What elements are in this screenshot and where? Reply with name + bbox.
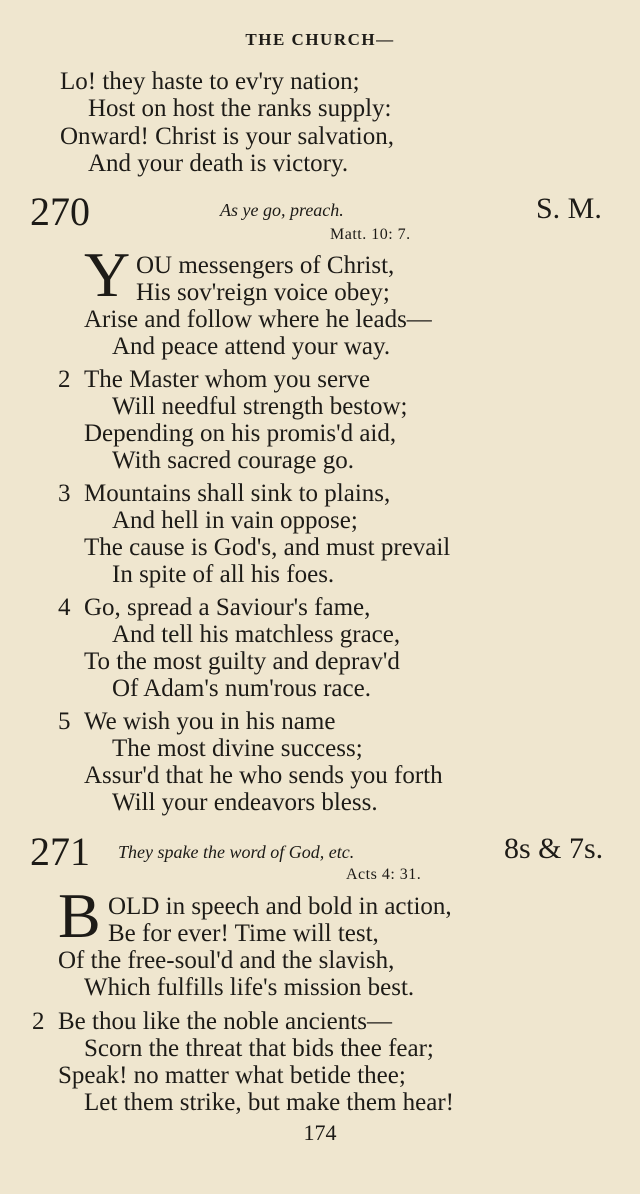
hymn-270-s4-line-4: Of Adam's num'rous race. <box>112 675 371 702</box>
hymn-271-s1-line-1: OLD in speech and bold in action, <box>108 893 452 920</box>
hymn-270-s3-line-4: In spite of all his foes. <box>112 561 335 588</box>
hymn-270-s5-line-1: We wish you in his name <box>84 708 336 735</box>
hymn-271-s2-number: 2 <box>32 1008 45 1035</box>
carryover-line-3: Onward! Christ is your salvation, <box>60 123 394 150</box>
hymn-271-s2-line-3: Speak! no matter what betide thee; <box>58 1062 406 1089</box>
hymn-270-meter: S. M. <box>536 192 602 225</box>
carryover-line-2: Host on host the ranks supply: <box>88 95 392 122</box>
hymn-270-s4-line-1: Go, spread a Saviour's fame, <box>84 594 371 621</box>
hymn-270-s5-line-4: Will your endeavors bless. <box>112 789 378 816</box>
page-number: 174 <box>303 1120 337 1145</box>
hymn-270-s3-line-1: Mountains shall sink to plains, <box>84 480 391 507</box>
hymn-270-s1-line-1: OU messengers of Christ, <box>136 252 395 279</box>
hymn-270-s2-line-4: With sacred courage go. <box>112 447 354 474</box>
hymn-271-s2-line-4: Let them strike, but make them hear! <box>84 1089 455 1116</box>
hymn-271-number: 271 <box>30 829 90 874</box>
hymn-271-reference: Acts 4: 31. <box>346 866 422 883</box>
hymn-270-s2-line-3: Depending on his promis'd aid, <box>84 420 397 447</box>
hymn-270-s1-line-3: Arise and follow where he leads— <box>84 306 432 333</box>
hymn-270-s5-line-2: The most divine success; <box>112 735 363 762</box>
hymn-270-s4-line-2: And tell his matchless grace, <box>112 621 401 648</box>
hymn-270-drop-cap: Y <box>84 239 131 310</box>
hymn-270-s3-line-3: The cause is God's, and must prevail <box>84 534 451 561</box>
hymn-271-s1-line-4: Which fulfills life's mission best. <box>84 974 415 1001</box>
hymn-270-s3-line-2: And hell in vain oppose; <box>112 507 358 534</box>
carryover-line-1: Lo! they haste to ev'ry nation; <box>60 68 360 95</box>
hymn-271-s2-line-1: Be thou like the noble ancients— <box>58 1008 392 1035</box>
hymn-270-s2-line-1: The Master whom you serve <box>84 366 371 393</box>
hymn-270-s2-number: 2 <box>58 366 71 393</box>
hymn-270-s4-line-3: To the most guilty and deprav'd <box>84 648 400 675</box>
hymn-271-s2-line-2: Scorn the threat that bids thee fear; <box>84 1035 434 1062</box>
running-header: THE CHURCH— <box>245 30 395 49</box>
hymn-270-title: As ye go, preach. <box>220 200 344 220</box>
hymn-270-reference: Matt. 10: 7. <box>330 226 411 243</box>
hymn-270-number: 270 <box>30 189 90 234</box>
hymn-270-s2-line-2: Will needful strength bestow; <box>112 393 408 420</box>
hymn-271-drop-cap: B <box>58 880 101 951</box>
hymn-271-title: They spake the word of God, etc. <box>118 842 355 862</box>
hymn-270-s3-number: 3 <box>58 480 71 507</box>
hymn-270-s5-number: 5 <box>58 708 71 735</box>
hymn-271-s1-line-3: Of the free-soul'd and the slavish, <box>58 947 395 974</box>
hymn-270-s1-line-4: And peace attend your way. <box>112 333 391 360</box>
hymn-270-s5-line-3: Assur'd that he who sends you forth <box>84 762 443 789</box>
hymn-271-meter: 8s & 7s. <box>504 832 604 865</box>
hymn-271-s1-line-2: Be for ever! Time will test, <box>108 920 379 947</box>
hymn-270-s1-line-2: His sov'reign voice obey; <box>136 279 390 306</box>
carryover-line-4: And your death is victory. <box>88 150 349 177</box>
hymn-270-s4-number: 4 <box>58 594 71 621</box>
